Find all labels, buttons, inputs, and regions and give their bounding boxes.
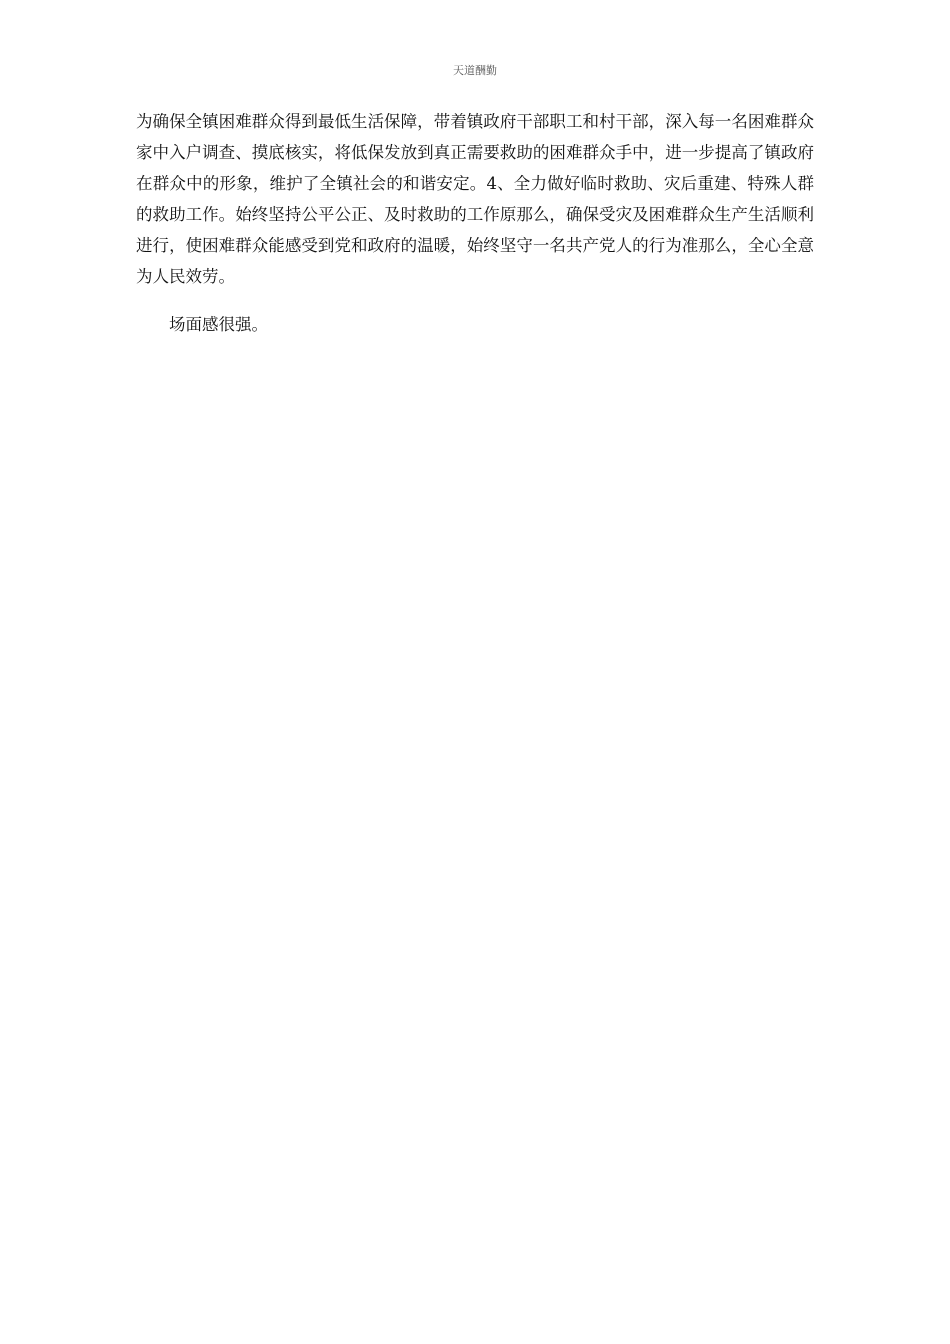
paragraph: 场面感很强。 (169, 315, 268, 334)
page-header: 天道酬勤 (453, 64, 497, 77)
document-body (136, 106, 814, 340)
paragraph: 为确保全镇困难群众得到最低生活保障，带着镇政府干部职工和村干部，深入每一名困难群众家中入户调查、摸底核实，将低保发放到真正需要救助的困难群众手中，进一步提高了镇政府在群众中的形象，维护了全镇社会的和谐安定。4、全力做好临时救助、灾后重建、特殊人群的救助工作。始终坚持公平公正、及时救助的工作原那么，确保受灾及困难群众生产生活顺利进行，使困难群众能感受到党和政府的温暖，始终坚守一名共产党人的行为准那么，全心全意为人民效劳。 (136, 112, 814, 286)
